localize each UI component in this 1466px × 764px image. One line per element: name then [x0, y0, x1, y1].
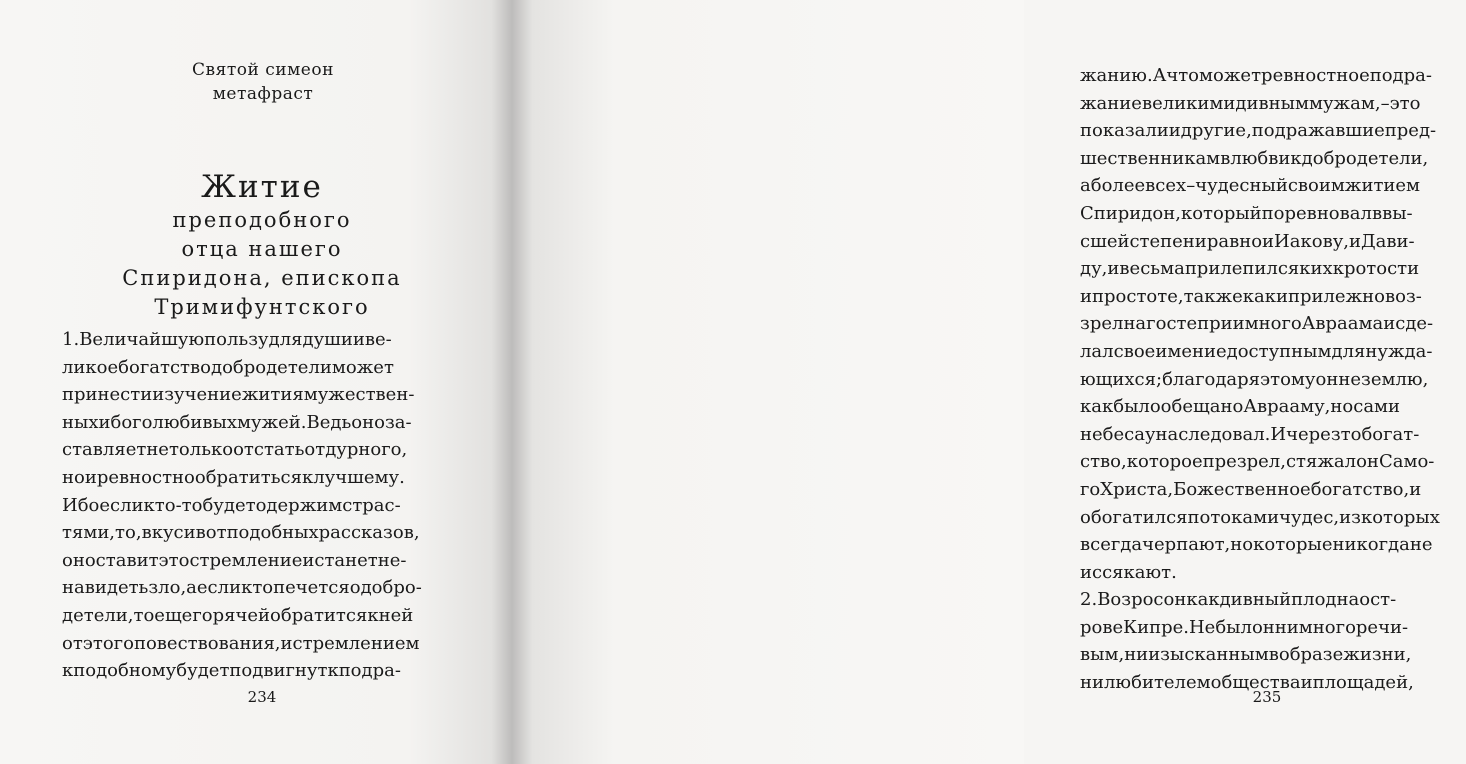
right-body-line: лалсвоеимениедоступнымдлянужда- [1080, 340, 1433, 362]
left-body-line: отэтогоповествования,истремлением [62, 632, 420, 654]
left-body-line: оноставитэтостремлениеистанетне- [62, 549, 407, 571]
chapter-title [100, 168, 424, 322]
chapter-title-line-1: Житие [201, 169, 323, 205]
right-body-line: гоХриста,Божественноебогатство,и [1080, 478, 1422, 500]
left-body-line: Ибоесликто-тобудетодержимстрас- [62, 494, 401, 516]
right-body-line: ющихся;благодаряэтомуоннеземлю, [1080, 368, 1429, 390]
right-body-line: иссякают. [1080, 561, 1177, 583]
right-body-line: ство,котороепрезрел,стяжалонСамо- [1080, 451, 1435, 473]
right-page-body-text [1080, 62, 1466, 697]
chapter-title-line-3: отца нашего [181, 237, 343, 261]
right-body-line: Спиридон,которыйпоревновалввы- [1080, 202, 1413, 224]
running-head-author: Святой симеон [192, 60, 334, 80]
right-body-line: вым,ниизысканнымвобразежизни, [1080, 644, 1412, 666]
right-body-line: жанию.Ачтоможетревностноеподра- [1080, 65, 1432, 86]
right-body-line: сшейстепениравноиИакову,иДави- [1080, 230, 1415, 252]
left-body-line: ставляетнетолькоотстатьотдурного, [62, 439, 408, 461]
left-body-line: принестиизучениежитиямужествен- [62, 384, 415, 406]
right-body-line: ипростоте,такжекакиприлежновоз- [1080, 285, 1422, 307]
left-body-line: кподобномубудетподвигнуткподра- [62, 660, 401, 682]
left-body-line: ликоебогатстводобродетелиможет [62, 356, 394, 378]
page-number-right: 235 [1252, 688, 1282, 706]
left-body-line: тями,то,вкусивотподобныхрассказов, [62, 522, 420, 544]
right-body-line: какбылообещаноАврааму,носами [1080, 396, 1401, 418]
left-page [0, 0, 512, 764]
right-page [512, 0, 1440, 764]
chapter-title-line-5: Тримифунтского [154, 295, 370, 319]
chapter-title-line-4: Спиридона, епископа [122, 266, 402, 290]
left-body-line: ныхибоголюбивыхмужей.Ведьоноза- [62, 411, 412, 433]
right-body-line: ду,ивесьмаприлепилсякихкротости [1080, 258, 1420, 280]
left-body-line: 1.Величайшуюпользудлядушииве- [62, 329, 392, 350]
left-body-line: навидетьзло,аесликтопечетсяодобро- [62, 577, 422, 599]
right-body-line: зрелнагостеприимногоАвраамаисде- [1080, 313, 1434, 335]
right-body-line: жаниевеликимидивныммужам,–это [1080, 92, 1421, 114]
right-body-line: нилюбителемобществаиплощадей, [1080, 672, 1414, 694]
page-number-left: 234 [247, 688, 277, 706]
left-body-line: ноиревностнообратитьсяклучшему. [62, 466, 405, 488]
chapter-title-line-2: преподобного [172, 208, 352, 232]
right-body-line: ровеКипре.Небылоннимногоречи- [1080, 616, 1409, 638]
right-body-line: показалиидругие,подражавшиепред- [1080, 120, 1437, 142]
right-body-line: обогатилсяпотокамичудес,изкоторых [1080, 506, 1440, 528]
running-head [160, 58, 366, 106]
left-page-body-text [62, 326, 462, 685]
left-body-line: детели,тоещегорячейобратитсякней [62, 604, 414, 626]
right-body-line: небесаунаследовал.Ичерезтобогат- [1080, 423, 1420, 445]
right-body-line: аболеевсех–чудесныйсвоимжитием [1080, 175, 1421, 197]
right-body-line: всегдачерпают,нокоторыеникогдане [1080, 534, 1433, 556]
right-body-line: шественникамвлюбвикдобродетели, [1080, 147, 1429, 169]
right-body-line: 2.Возросонкакдивныйплоднаост- [1080, 589, 1397, 611]
running-head-author-epithet: метафраст [212, 84, 314, 104]
